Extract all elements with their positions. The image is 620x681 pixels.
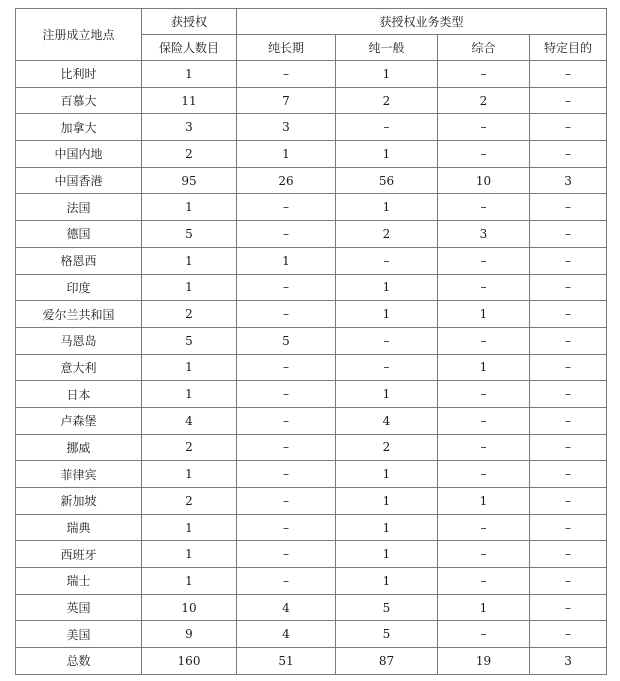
- authorized-count-cell: 4: [142, 407, 237, 434]
- authorized-count-cell: 1: [142, 381, 237, 408]
- special-purpose-cell: –: [530, 461, 607, 488]
- long-term-cell: 4: [237, 594, 336, 621]
- location-cell: 美国: [16, 621, 142, 648]
- special-purpose-cell: –: [530, 514, 607, 541]
- location-cell: 西班牙: [16, 541, 142, 568]
- long-term-cell: 7: [237, 87, 336, 114]
- general-cell: –: [336, 354, 438, 381]
- long-term-cell: 4: [237, 621, 336, 648]
- table-row: [16, 434, 607, 461]
- long-term-cell: –: [237, 488, 336, 515]
- special-purpose-cell: –: [530, 354, 607, 381]
- general-cell: 1: [336, 568, 438, 595]
- special-purpose-cell: –: [530, 301, 607, 328]
- authorized-count-cell: 10: [142, 594, 237, 621]
- composite-cell: –: [438, 61, 530, 88]
- location-cell: 加拿大: [16, 114, 142, 141]
- table-row: [16, 461, 607, 488]
- long-term-cell: 5: [237, 327, 336, 354]
- long-term-cell: 1: [237, 141, 336, 168]
- authorized-count-cell: 9: [142, 621, 237, 648]
- location-cell: 挪威: [16, 434, 142, 461]
- long-term-cell: –: [237, 407, 336, 434]
- general-cell: 1: [336, 301, 438, 328]
- special-purpose-cell: –: [530, 568, 607, 595]
- location-cell: 德国: [16, 221, 142, 248]
- composite-cell: –: [438, 541, 530, 568]
- general-cell: 1: [336, 274, 438, 301]
- composite-cell: –: [438, 114, 530, 141]
- table-row: [16, 61, 607, 88]
- table-row: [16, 407, 607, 434]
- header-type-composite: 综合: [438, 35, 530, 61]
- general-cell: 1: [336, 141, 438, 168]
- authorized-count-cell: 1: [142, 514, 237, 541]
- header-type-general: 纯一般: [336, 35, 438, 61]
- table-row: [16, 141, 607, 168]
- general-cell: 5: [336, 621, 438, 648]
- composite-cell: 10: [438, 167, 530, 194]
- composite-cell: 19: [438, 648, 530, 675]
- authorized-count-cell: 11: [142, 87, 237, 114]
- special-purpose-cell: –: [530, 274, 607, 301]
- special-purpose-cell: –: [530, 621, 607, 648]
- table-row: [16, 514, 607, 541]
- authorized-count-cell: 2: [142, 301, 237, 328]
- composite-cell: –: [438, 434, 530, 461]
- composite-cell: 1: [438, 354, 530, 381]
- authorized-count-cell: 1: [142, 354, 237, 381]
- location-cell: 英国: [16, 594, 142, 621]
- composite-cell: –: [438, 141, 530, 168]
- location-cell: 印度: [16, 274, 142, 301]
- location-cell: 中国内地: [16, 141, 142, 168]
- general-cell: 1: [336, 194, 438, 221]
- general-cell: 1: [336, 514, 438, 541]
- general-cell: 87: [336, 648, 438, 675]
- authorized-count-cell: 2: [142, 434, 237, 461]
- location-cell: 瑞典: [16, 514, 142, 541]
- special-purpose-cell: –: [530, 61, 607, 88]
- authorized-count-cell: 95: [142, 167, 237, 194]
- long-term-cell: 26: [237, 167, 336, 194]
- table-header-row-top: [16, 9, 607, 35]
- table-row: [16, 541, 607, 568]
- special-purpose-cell: –: [530, 87, 607, 114]
- long-term-cell: –: [237, 194, 336, 221]
- authorized-count-cell: 1: [142, 541, 237, 568]
- table-row: [16, 194, 607, 221]
- special-purpose-cell: –: [530, 327, 607, 354]
- authorized-count-cell: 1: [142, 274, 237, 301]
- general-cell: 1: [336, 381, 438, 408]
- special-purpose-cell: –: [530, 221, 607, 248]
- header-business-types: 获授权业务类型: [237, 9, 607, 35]
- table-row: [16, 327, 607, 354]
- general-cell: 4: [336, 407, 438, 434]
- header-location: 注册成立地点: [16, 9, 142, 61]
- table-row: [16, 87, 607, 114]
- general-cell: –: [336, 247, 438, 274]
- location-cell: 卢森堡: [16, 407, 142, 434]
- general-cell: 2: [336, 87, 438, 114]
- special-purpose-cell: –: [530, 381, 607, 408]
- special-purpose-cell: –: [530, 488, 607, 515]
- authorized-count-cell: 5: [142, 221, 237, 248]
- general-cell: 2: [336, 221, 438, 248]
- composite-cell: 2: [438, 87, 530, 114]
- long-term-cell: 1: [237, 247, 336, 274]
- location-cell: 百慕大: [16, 87, 142, 114]
- location-cell: 总数: [16, 648, 142, 675]
- special-purpose-cell: –: [530, 541, 607, 568]
- composite-cell: –: [438, 407, 530, 434]
- authorized-count-cell: 2: [142, 141, 237, 168]
- header-type-long-term: 纯长期: [237, 35, 336, 61]
- special-purpose-cell: –: [530, 194, 607, 221]
- table-body: [16, 61, 607, 675]
- long-term-cell: –: [237, 541, 336, 568]
- special-purpose-cell: –: [530, 594, 607, 621]
- location-cell: 菲律宾: [16, 461, 142, 488]
- table-row: [16, 354, 607, 381]
- general-cell: 2: [336, 434, 438, 461]
- composite-cell: –: [438, 514, 530, 541]
- location-cell: 新加坡: [16, 488, 142, 515]
- table-row: [16, 621, 607, 648]
- general-cell: –: [336, 327, 438, 354]
- long-term-cell: –: [237, 221, 336, 248]
- special-purpose-cell: –: [530, 114, 607, 141]
- special-purpose-cell: –: [530, 247, 607, 274]
- general-cell: 1: [336, 541, 438, 568]
- table-row: [16, 568, 607, 595]
- location-cell: 瑞士: [16, 568, 142, 595]
- authorized-count-cell: 1: [142, 568, 237, 595]
- location-cell: 爱尔兰共和国: [16, 301, 142, 328]
- special-purpose-cell: –: [530, 434, 607, 461]
- location-cell: 日本: [16, 381, 142, 408]
- long-term-cell: –: [237, 514, 336, 541]
- authorized-count-cell: 2: [142, 488, 237, 515]
- location-cell: 中国香港: [16, 167, 142, 194]
- header-type-special-purpose: 特定目的: [530, 35, 607, 61]
- long-term-cell: –: [237, 61, 336, 88]
- special-purpose-cell: 3: [530, 167, 607, 194]
- table-row: [16, 167, 607, 194]
- general-cell: 1: [336, 61, 438, 88]
- composite-cell: 1: [438, 301, 530, 328]
- long-term-cell: –: [237, 461, 336, 488]
- authorized-insurers-table: [15, 8, 607, 675]
- table-row: [16, 301, 607, 328]
- general-cell: 1: [336, 461, 438, 488]
- table-row: [16, 247, 607, 274]
- authorized-count-cell: 1: [142, 247, 237, 274]
- long-term-cell: –: [237, 274, 336, 301]
- long-term-cell: –: [237, 434, 336, 461]
- special-purpose-cell: –: [530, 141, 607, 168]
- header-authorized-bottom: 保险人数目: [142, 35, 237, 61]
- long-term-cell: 51: [237, 648, 336, 675]
- authorized-count-cell: 1: [142, 61, 237, 88]
- general-cell: 5: [336, 594, 438, 621]
- table-row: [16, 381, 607, 408]
- long-term-cell: –: [237, 568, 336, 595]
- composite-cell: 1: [438, 594, 530, 621]
- special-purpose-cell: –: [530, 407, 607, 434]
- composite-cell: –: [438, 461, 530, 488]
- composite-cell: –: [438, 621, 530, 648]
- authorized-count-cell: 160: [142, 648, 237, 675]
- long-term-cell: –: [237, 381, 336, 408]
- location-cell: 法国: [16, 194, 142, 221]
- composite-cell: 3: [438, 221, 530, 248]
- authorized-count-cell: 3: [142, 114, 237, 141]
- insurer-table-container: [15, 8, 606, 675]
- table-row: [16, 221, 607, 248]
- table-row: [16, 594, 607, 621]
- special-purpose-cell: 3: [530, 648, 607, 675]
- table-row: [16, 114, 607, 141]
- location-cell: 意大利: [16, 354, 142, 381]
- long-term-cell: –: [237, 354, 336, 381]
- composite-cell: –: [438, 381, 530, 408]
- general-cell: 1: [336, 488, 438, 515]
- composite-cell: –: [438, 327, 530, 354]
- authorized-count-cell: 5: [142, 327, 237, 354]
- location-cell: 马恩岛: [16, 327, 142, 354]
- location-cell: 比利时: [16, 61, 142, 88]
- table-row: [16, 274, 607, 301]
- general-cell: –: [336, 114, 438, 141]
- authorized-count-cell: 1: [142, 461, 237, 488]
- composite-cell: –: [438, 274, 530, 301]
- header-authorized-top: 获授权: [142, 9, 237, 35]
- authorized-count-cell: 1: [142, 194, 237, 221]
- long-term-cell: 3: [237, 114, 336, 141]
- table-row: [16, 488, 607, 515]
- long-term-cell: –: [237, 301, 336, 328]
- composite-cell: –: [438, 247, 530, 274]
- location-cell: 格恩西: [16, 247, 142, 274]
- composite-cell: 1: [438, 488, 530, 515]
- general-cell: 56: [336, 167, 438, 194]
- composite-cell: –: [438, 194, 530, 221]
- total-row: [16, 648, 607, 675]
- composite-cell: –: [438, 568, 530, 595]
